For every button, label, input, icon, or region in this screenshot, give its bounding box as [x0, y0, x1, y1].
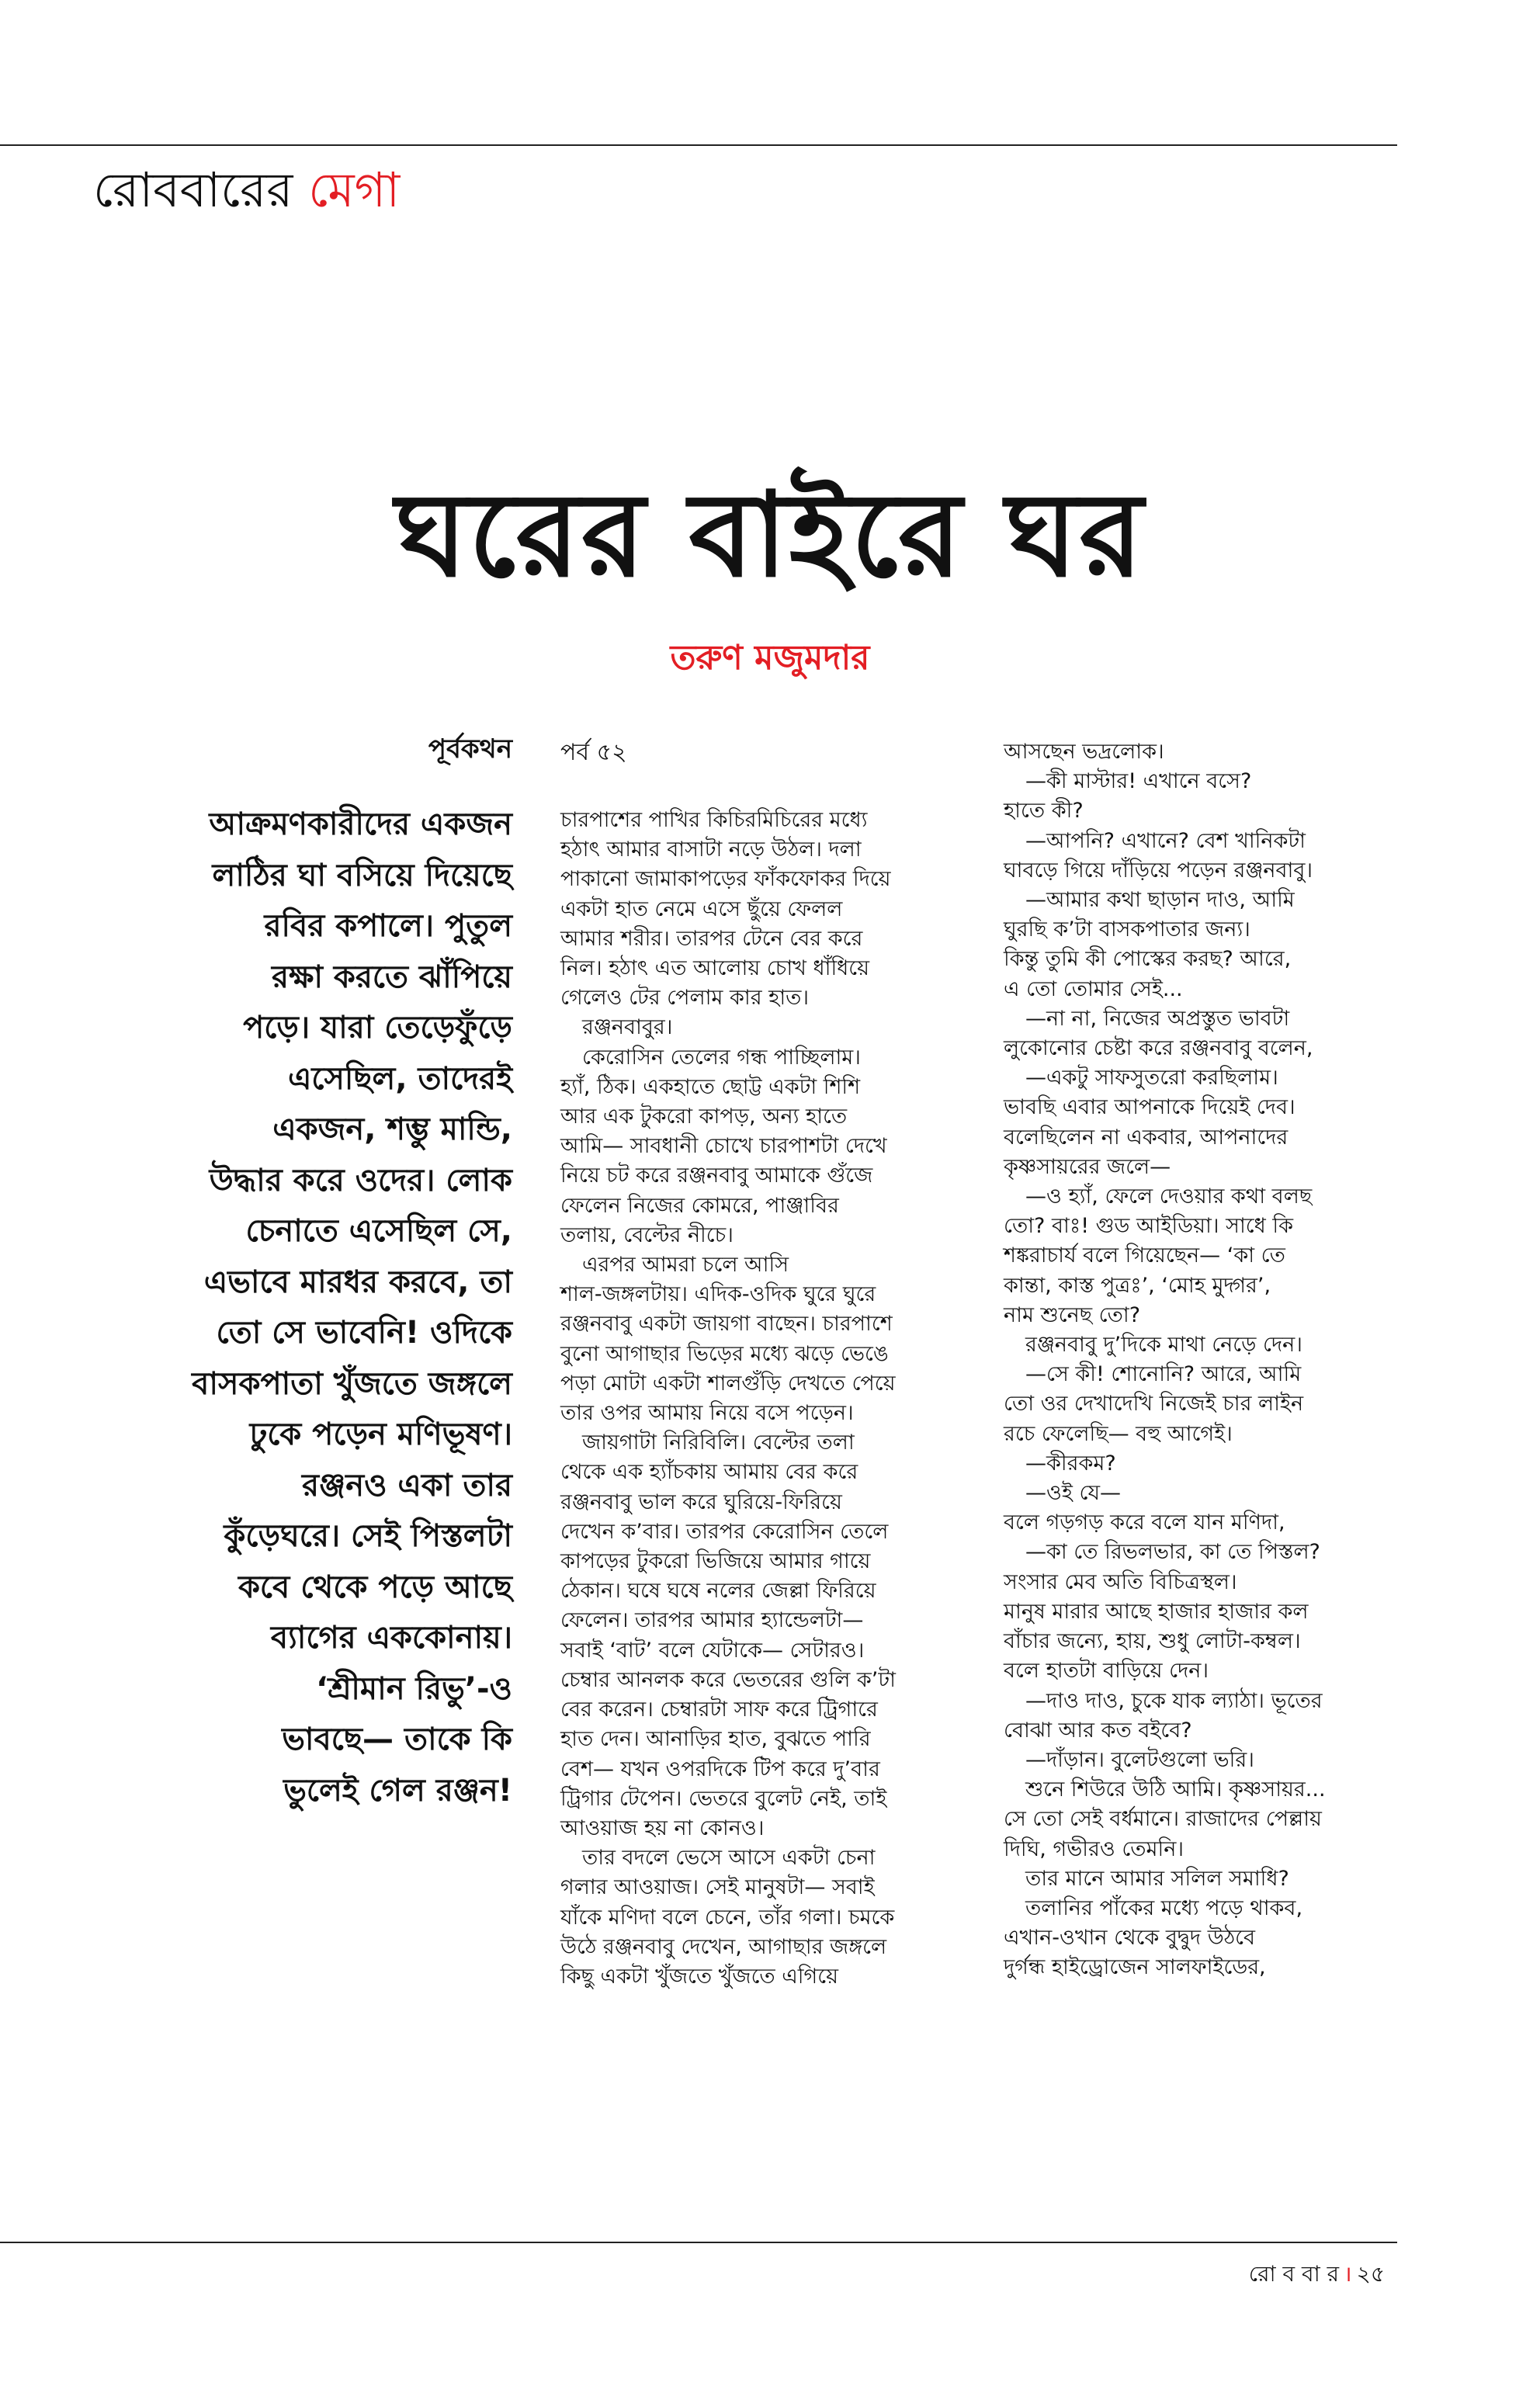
folio-separator: ।: [1344, 2261, 1352, 2287]
body-line: সবাই ‘বাট’ বলে যেটাকে— সেটারও।: [560, 1638, 865, 1663]
body-line: তো? বাঃ! গুড আইডিয়া। সাধে কি: [1004, 1214, 1293, 1239]
body-line: বের করেন। চেম্বারটা সাফ করে ট্রিগারে: [560, 1698, 878, 1722]
body-line: কৃষ্ণসায়রের জলে—: [1004, 1154, 1171, 1179]
magazine-name: রো ব বা র: [1248, 2261, 1339, 2287]
body-line: আমি— সাবধানী চোখে চারপাশটা দেখে: [560, 1134, 887, 1159]
body-line: একটা হাত নেমে এসে ছুঁয়ে ফেলল: [560, 897, 843, 921]
summary-line: ঢুকে পড়েন মণিভূষণ।: [249, 1417, 512, 1452]
body-line: হঠাৎ আমার বাসাটা নড়ে উঠল। দলা: [560, 838, 862, 862]
body-line: —কীরকম?: [1025, 1451, 1116, 1476]
article-title: ঘরের বাইরে ঘর: [395, 468, 1145, 603]
body-line: —আপনি? এখানে? বেশ খানিকটা: [1025, 828, 1306, 853]
summary-line: এসেছিল, তাদেরই: [287, 1060, 512, 1097]
summary-line: রবির কপালে। পুতুল: [264, 908, 512, 944]
page-folio: [1249, 2259, 1385, 2290]
body-line: জায়গাটা নিরিবিলি। বেল্টের তলা: [582, 1431, 855, 1455]
body-column-2: [1004, 737, 1392, 1983]
body-line: শঙ্করাচার্য বলে গিয়েছেন— ‘কা তে: [1004, 1243, 1285, 1268]
body-line: রঞ্জনবাবু ভাল করে ঘুরিয়ে-ফিরিয়ে: [560, 1490, 842, 1514]
body-line: শাল-জঙ্গলটায়। এদিক-ওদিক ঘুরে ঘুরে: [560, 1282, 876, 1307]
body-line: ঘুরছি ক’টা বাসকপাতার জন্য।: [1004, 917, 1250, 942]
body-line: ভাবছি এবার আপনাকে দিয়েই দেব।: [1004, 1095, 1295, 1120]
body-line: রঞ্জনবাবু দু’দিকে মাথা নেড়ে দেন।: [1025, 1333, 1302, 1358]
body-line: থেকে এক হ্যাঁচকায় আমায় বের করে: [560, 1460, 858, 1485]
article-author: তরুণ মজুমদার: [670, 638, 870, 678]
body-line: নিল। হঠাৎ এত আলোয় চোখ ধাঁধিয়ে: [560, 956, 870, 981]
body-line: —ওই যে—: [1025, 1481, 1122, 1506]
summary-line: উদ্ধার করে ওদের। লোক: [209, 1162, 512, 1198]
body-line: —না না, নিজের অপ্রস্তুত ভাবটা: [1025, 1006, 1290, 1031]
summary-line: তো সে ভাবেনি! ওদিকে: [216, 1315, 512, 1351]
body-line: —কা তে রিভলভার, কা তে পিস্তল?: [1025, 1540, 1320, 1565]
summary-line: রক্ষা করতে ঝাঁপিয়ে: [271, 959, 512, 995]
body-line: আর এক টুকরো কাপড়, অন্য হাতে: [560, 1105, 848, 1129]
body-line: কিন্তু তুমি কী পোস্কের করছ? আরে,: [1004, 947, 1292, 972]
body-line: নাম শুনেছ তো?: [1004, 1302, 1141, 1327]
body-line: —সে কী! শোনোনি? আরে, আমি: [1025, 1362, 1302, 1387]
body-line: আমার শরীর। তারপর টেনে বের করে: [560, 926, 863, 951]
body-line: সে তো সেই বর্ধমানে। রাজাদের পেল্লায়: [1004, 1807, 1322, 1832]
top-rule: [0, 144, 1397, 146]
summary-line: রঞ্জনও একা তার: [302, 1467, 512, 1503]
summary-line: কুঁড়েঘরে। সেই পিস্তলটা: [224, 1518, 512, 1554]
body-line: দুর্গন্ধ হাইড্রোজেন সালফাইডের,: [1004, 1955, 1266, 1980]
body-line: ঠেকান। ঘষে ঘষে নলের জেল্লা ফিরিয়ে: [560, 1579, 876, 1604]
body-line: —দাও দাও, চুকে যাক ল্যাঠা। ভূতের: [1025, 1688, 1323, 1713]
body-line: বলে হাতটা বাড়িয়ে দেন।: [1004, 1659, 1209, 1684]
body-line: লুকোনোর চেষ্টা করে রঞ্জনবাবু বলেন,: [1004, 1036, 1313, 1061]
body-line: দিঘি, গভীরও তেমনি।: [1004, 1836, 1184, 1861]
body-line: বলেছিলেন না একবার, আপনাদের: [1004, 1125, 1289, 1150]
page-number: ২৫: [1356, 2261, 1385, 2287]
body-line: চারপাশের পাখির কিচিরমিচিরের মধ্যে: [560, 808, 868, 832]
body-line: উঠে রঞ্জনবাবু দেখেন, আগাছার জঙ্গলে: [560, 1934, 887, 1959]
body-line: তলায়, বেল্টের নীচে।: [560, 1223, 734, 1247]
summary-text: [93, 799, 512, 1816]
body-line: দেখেন ক’বার। তারপর কেরোসিন তেলে: [560, 1519, 889, 1544]
body-line: তার বদলে ভেসে আসে একটা চেনা: [582, 1846, 876, 1871]
body-line: হাতে কী?: [1004, 799, 1084, 824]
summary-line: এভাবে মারধর করবে, তা: [203, 1264, 512, 1300]
body-line: ফেলেন নিজের কোমরে, পাঞ্জাবির: [560, 1193, 839, 1218]
body-line: —দাঁড়ান। বুলেটগুলো ভরি।: [1025, 1747, 1254, 1772]
summary-line: ভুলেই গেল রঞ্জন!: [283, 1772, 512, 1809]
body-line: ঘাবড়ে গিয়ে দাঁড়িয়ে পড়েন রঞ্জনবাবু।: [1004, 858, 1313, 883]
summary-line: ‘শ্রীমান রিভু’-ও: [316, 1670, 512, 1707]
body-line: বুনো আগাছার ভিড়ের মধ্যে ঝড়ে ভেঙে: [560, 1341, 889, 1366]
summary-line: ব্যাগের এককোনায়।: [270, 1620, 512, 1656]
body-line: বেশ— যখন ওপরদিকে টিপ করে দু’বার: [560, 1757, 880, 1781]
summary-line: একজন, শম্ভু মান্ডি,: [272, 1112, 512, 1147]
body-line: হ্যাঁ, ঠিক। একহাতে ছোট্ট একটা শিশি: [560, 1074, 861, 1099]
summary-line: লাঠির ঘা বসিয়ে দিয়েছে: [212, 857, 512, 893]
body-line: সংসার মেব অতি বিচিত্রস্থল।: [1004, 1569, 1237, 1594]
body-line: নিয়ে চট করে রঞ্জনবাবু আমাকে গুঁজে: [560, 1164, 873, 1188]
body-line: আসছেন ভদ্রলোক।: [1004, 740, 1164, 764]
summary-line: পড়ে। যারা তেড়েফুঁড়ে: [243, 1010, 512, 1046]
body-line: চেম্বার আনলক করে ভেতরের গুলি ক’টা: [560, 1667, 896, 1692]
body-column-1: [560, 806, 949, 1992]
body-line: রঞ্জনবাবুর।: [582, 1015, 673, 1040]
body-line: গলার আওয়াজ। সেই মানুষটা— সবাই: [560, 1875, 875, 1900]
section-header: [93, 159, 400, 221]
body-line: যাঁকে মণিদা বলে চেনে, তাঁর গলা। চমকে: [560, 1905, 895, 1930]
body-line: বাঁচার জন্যে, হায়, শুধু লোটা-কম্বল।: [1004, 1629, 1301, 1654]
body-line: এরপর আমরা চলে আসি: [582, 1253, 789, 1278]
section-prefix: রোববারের: [93, 161, 293, 218]
body-line: —একটু সাফসুতরো করছিলাম।: [1025, 1066, 1278, 1091]
body-line: এ তো তোমার সেই...: [1004, 976, 1183, 1001]
summary-heading: পূর্বকথন: [428, 734, 512, 765]
body-line: তলানির পাঁকের মধ্যে পড়ে থাকব,: [1025, 1895, 1303, 1920]
body-line: কিছু একটা খুঁজতে খুঁজতে এগিয়ে: [560, 1964, 838, 1989]
summary-line: কবে থেকে পড়ে আছে: [238, 1569, 512, 1605]
body-line: শুনে শিউরে উঠি আমি। কৃষ্ণসায়র...: [1025, 1777, 1326, 1802]
part-label: পর্ব ৫২: [560, 739, 627, 766]
body-line: রঞ্জনবাবু একটা জায়গা বাছেন। চারপাশে: [560, 1312, 893, 1337]
bottom-rule: [0, 2242, 1397, 2243]
body-line: এখান-ওখান থেকে বুদ্বুদ উঠবে: [1004, 1926, 1256, 1951]
summary-line: চেনাতে এসেছিল সে,: [245, 1213, 512, 1249]
body-line: কান্তা, কাস্ত পুত্রঃ’, ‘মোহ মুদ্গর’,: [1004, 1273, 1271, 1298]
body-line: গেলেও টের পেলাম কার হাত।: [560, 986, 810, 1011]
body-line: তো ওর দেখাদেখি নিজেই চার লাইন: [1004, 1392, 1304, 1417]
body-line: ফেলেন। তারপর আমার হ্যান্ডেলটা—: [560, 1608, 864, 1633]
body-line: —আমার কথা ছাড়ান দাও, আমি: [1025, 888, 1295, 913]
body-line: কাপড়ের টুকরো ভিজিয়ে আমার গায়ে: [560, 1549, 871, 1574]
body-line: তার ওপর আমায় নিয়ে বসে পড়েন।: [560, 1401, 854, 1426]
body-line: রচে ফেলেছি— বহু আগেই।: [1004, 1421, 1233, 1446]
body-line: আওয়াজ হয় না কোনও।: [560, 1816, 765, 1840]
body-line: হাত দেন। আনাড়ির হাত, বুঝতে পারি: [560, 1727, 871, 1752]
body-line: —কী মাস্টার! এখানে বসে?: [1025, 769, 1252, 794]
summary-line: বাসকপাতা খুঁজতে জঙ্গলে: [192, 1365, 512, 1402]
section-accent: মেগা: [308, 161, 401, 218]
summary-line: আক্রমণকারীদের একজন: [209, 806, 512, 842]
body-line: পড়া মোটা একটা শালগুঁড়ি দেখতে পেয়ে: [560, 1371, 896, 1396]
body-line: বোঝা আর কত বইবে?: [1004, 1718, 1192, 1743]
body-line: পাকানো জামাকাপড়ের ফাঁকফোকর দিয়ে: [560, 867, 891, 892]
body-line: কেরোসিন তেলের গন্ধ পাচ্ছিলাম।: [582, 1045, 861, 1070]
summary-line: ভাবছে— তাকে কি: [282, 1722, 512, 1757]
body-line: ট্রিগার টেপেন। ভেতরে বুলেট নেই, তাই: [560, 1786, 887, 1811]
body-line: বলে গড়গড় করে বলে যান মণিদা,: [1004, 1510, 1285, 1535]
body-line: —ও হ্যাঁ, ফেলে দেওয়ার কথা বলছ: [1025, 1184, 1313, 1209]
body-line: মানুষ মারার আছে হাজার হাজার কল: [1004, 1599, 1309, 1624]
body-line: তার মানে আমার সলিল সমাধি?: [1025, 1866, 1289, 1891]
